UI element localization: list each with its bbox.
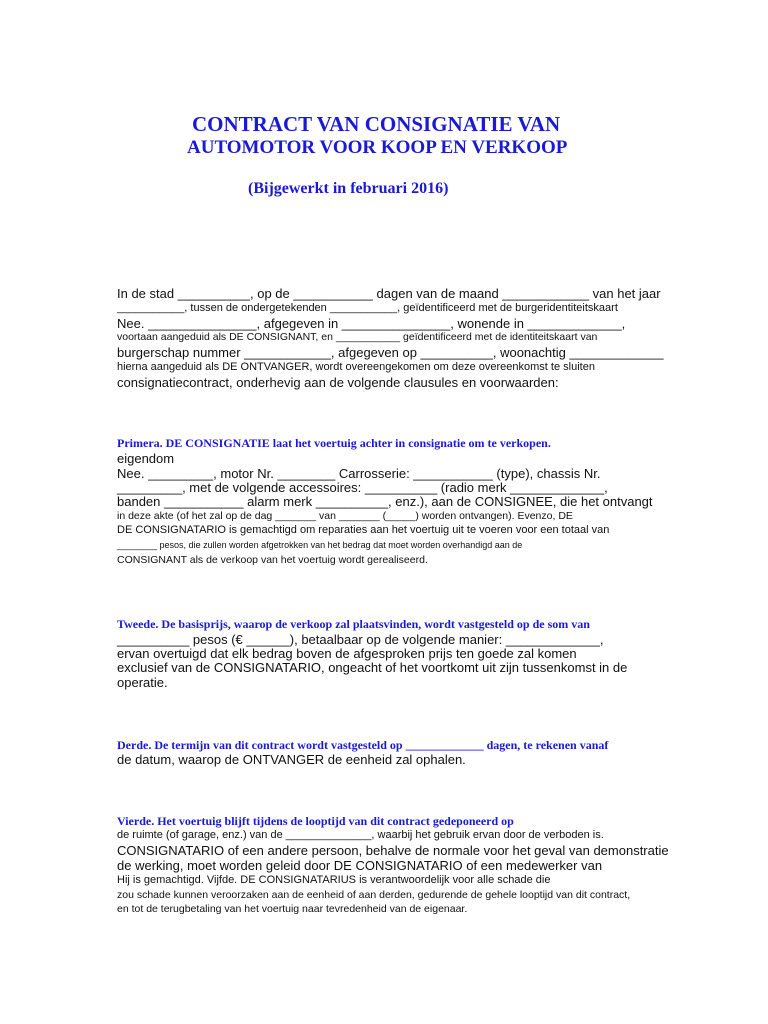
clause-first-line: CONSIGNANT als de verkoop van het voertuig wordt gerealiseerd. bbox=[117, 554, 428, 566]
clause-fourth-heading: Vierde. Het voertuig blijft tijdens de looptijd van dit contract gedeponeerd op bbox=[117, 814, 514, 828]
contract-title-line-1: CONTRACT VAN CONSIGNATIE VAN bbox=[192, 112, 561, 136]
clause-fourth-line: de ruimte (of garage, enz.) van de ______________, waarbij het gebruik ervan door de verboden is. bbox=[117, 829, 604, 841]
intro-line: hierna aangeduid als DE ONTVANGER, wordt overeengekomen om deze overeenkomst te sluiten bbox=[117, 361, 595, 373]
clause-fourth-line: zou schade kunnen veroorzaken aan de eenheid of aan derden, gedurende de gehele looptijd van dit contract, bbox=[117, 889, 631, 901]
contract-title-line-2: AUTOMOTOR VOOR KOOP EN VERKOOP bbox=[187, 137, 568, 158]
clause-first-line: Nee. _________, motor Nr. ________ Carrosserie: ___________ (type), chassis Nr. bbox=[117, 466, 601, 481]
updated-date: (Bijgewerkt in februari 2016) bbox=[248, 180, 449, 197]
intro-line: consignatiecontract, onderhevig aan de volgende clausules en voorwaarden: bbox=[117, 375, 559, 390]
clause-third-heading: Derde. De termijn van dit contract wordt vastgesteld op _____________ dagen, te rekenen vanaf bbox=[117, 738, 609, 752]
clause-second-heading: Tweede. De basisprijs, waarop de verkoop zal plaatsvinden, wordt vastgesteld op de som van bbox=[117, 617, 590, 631]
intro-line: In de stad __________, op de ___________ dagen van de maand ____________ van het jaar bbox=[117, 286, 661, 301]
clause-second-line: exclusief van de CONSIGNATARIO, ongeacht of het voortkomt uit zijn tussenkomst in de bbox=[117, 660, 628, 675]
clause-first-line: DE CONSIGNATARIO is gemachtigd om reparaties aan het voertuig uit te voeren voor een totaal van bbox=[117, 524, 610, 536]
clause-second-line: __________ pesos (€ ______), betaalbaar op de volgende manier: _____________, bbox=[117, 632, 604, 647]
intro-line: ___________, tussen de ondergetekenden ___________, geïdentificeerd met de burgeridentiteitskaart bbox=[117, 302, 618, 314]
clause-second-line: operatie. bbox=[117, 675, 168, 690]
clause-fourth-line: de werking, moet worden geleid door DE CONSIGNATARIO of een medewerker van bbox=[117, 858, 603, 873]
intro-line: voortaan aangeduid als DE CONSIGNANT, en ___________ geïdentificeerd met de identiteitskaart van bbox=[117, 331, 598, 343]
clause-fourth-line: CONSIGNATARIO of een andere persoon, behalve de normale voor het geval van demonstratie bbox=[117, 843, 669, 858]
clause-fourth-line: en tot de terugbetaling van het voertuig naar tevredenheid van de eigenaar. bbox=[117, 903, 468, 915]
clause-second-line: ervan overtuigd dat elk bedrag boven de afgesproken prijs ten goede zal komen bbox=[117, 646, 577, 661]
intro-line: Nee. _______________, afgegeven in _______________, wonende in _____________, bbox=[117, 316, 626, 331]
clause-third-line: de datum, waarop de ONTVANGER de eenheid zal ophalen. bbox=[117, 752, 466, 767]
clause-first-line: _________, met de volgende accessoires: __________ (radio merk _____________, bbox=[117, 480, 608, 495]
clause-first-line: ________ pesos, die zullen worden afgetrokken van het bedrag dat moet worden overhandigd aan de bbox=[117, 540, 523, 550]
clause-fourth-line: Hij is gemachtigd. Vijfde. DE CONSIGNATARIUS is verantwoordelijk voor alle schade die bbox=[117, 874, 551, 886]
clause-first-line: eigendom bbox=[117, 451, 175, 466]
clause-first-heading: Primera. DE CONSIGNATIE laat het voertuig achter in consignatie om te verkopen. bbox=[117, 436, 551, 450]
intro-line: burgerschap nummer ____________, afgegeven op __________, woonachtig _____________ bbox=[117, 345, 664, 360]
clause-first-line: banden ___________ alarm merk __________, enz.), aan de CONSIGNEE, die het ontvangt bbox=[117, 494, 653, 509]
clause-first-line: in deze akte (of het zal op de dag _______ van _______ (_____) worden ontvangen). Evenzo, DE bbox=[117, 510, 573, 522]
